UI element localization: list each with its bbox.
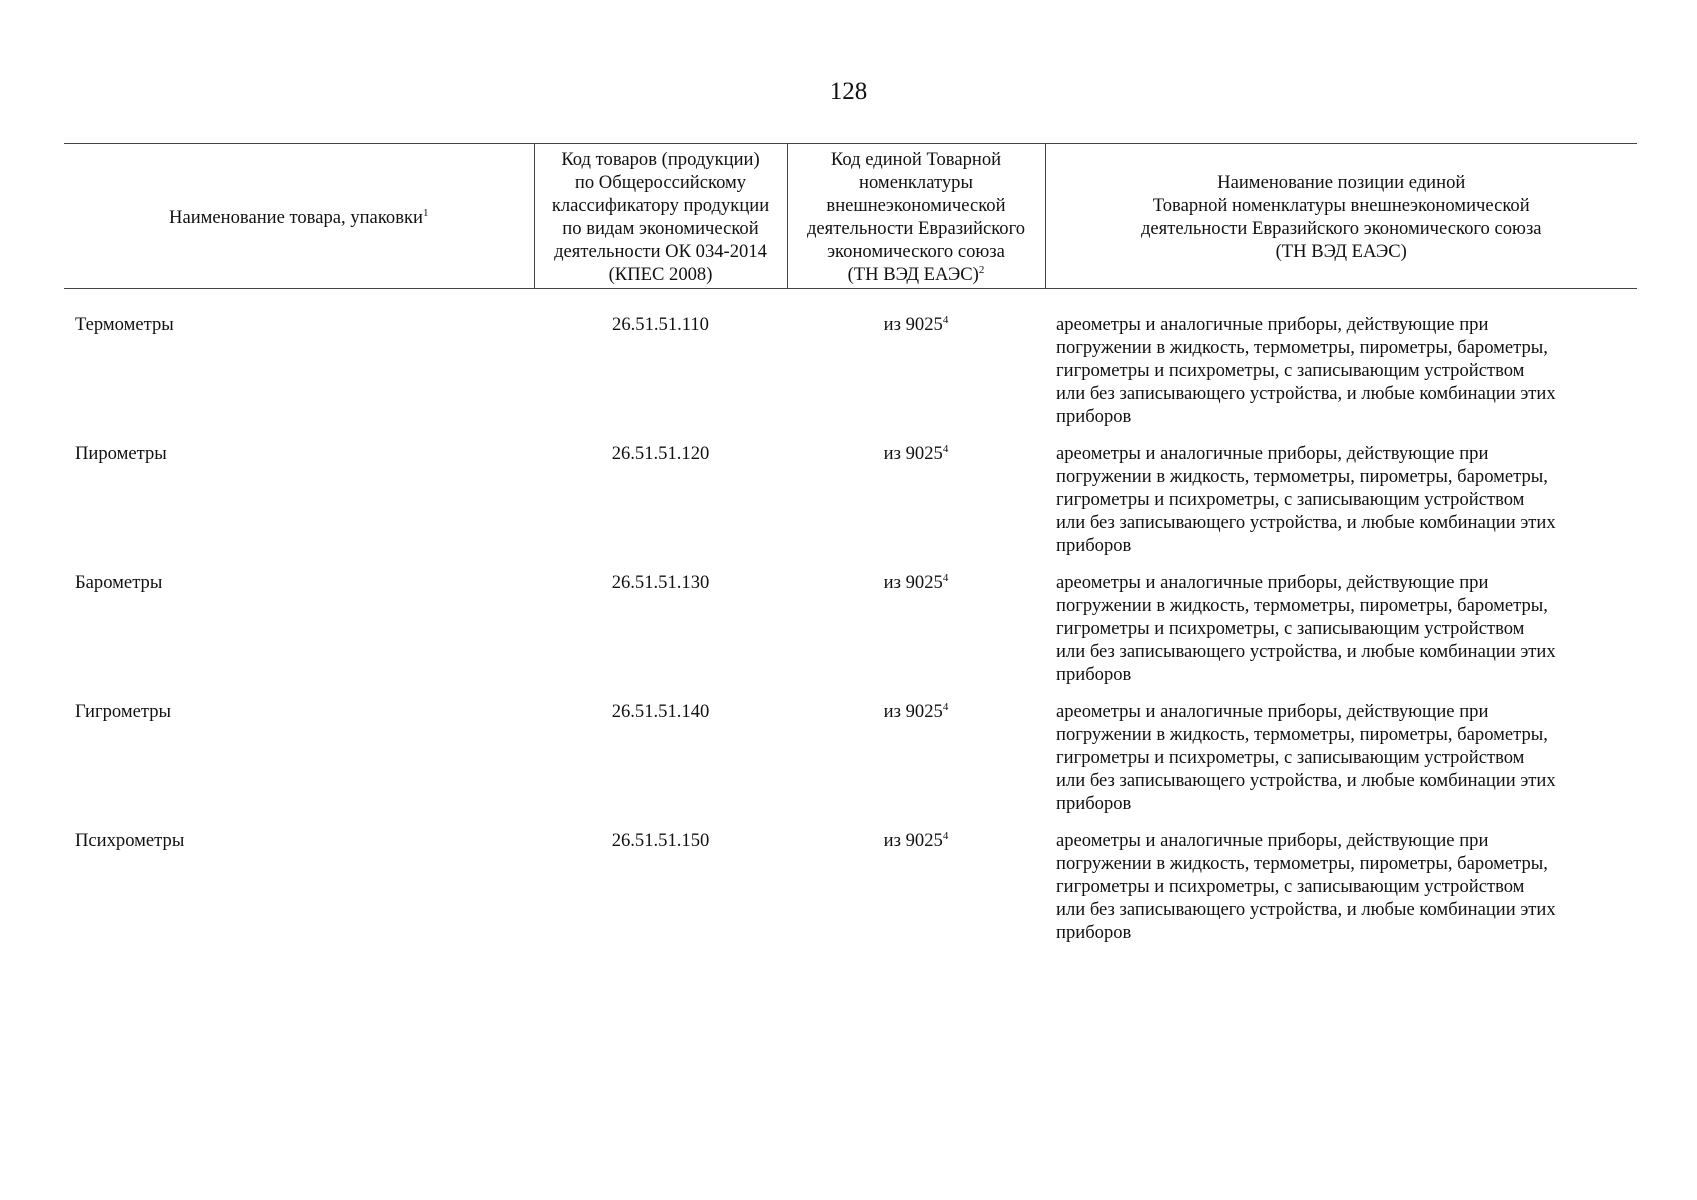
table-row (64, 700, 1637, 829)
table-body (64, 289, 1637, 958)
header-tnved-name: Наименование позиции единой Товарной номенклатуры внешнеэкономической деятельности Евразийского экономического союза (ТН ВЭД ЕАЭС) (1045, 144, 1637, 289)
okpd-code-cell: 26.51.51.120 (611, 442, 710, 464)
goods-table (64, 143, 1637, 958)
tnved-code-cell (787, 829, 1045, 958)
table-row (64, 289, 1637, 442)
okpd-code-cell: 26.51.51.150 (611, 829, 710, 851)
goods-name-cell: Термометры (75, 314, 174, 335)
page-number (0, 78, 1697, 106)
header-row (64, 144, 1637, 289)
table-row (64, 829, 1637, 958)
table-row (64, 442, 1637, 571)
okpd-code-cell: 26.51.51.140 (611, 700, 710, 722)
tnved-code-cell (787, 289, 1045, 442)
tnved-description-cell: ареометры и аналогичные приборы, действующие при погружении в жидкость, термометры, пирометры, барометры, гигрометры и психрометры, с записывающим устройством или без записывающего устройства, и любые комбинации этих приборов (1056, 829, 1556, 943)
tnved-description-cell: ареометры и аналогичные приборы, действующие при погружении в жидкость, термометры, пирометры, барометры, гигрометры и психрометры, с записывающим устройством или без записывающего устройства, и любые комбинации этих приборов (1056, 442, 1556, 556)
footnote-marker: 4 (942, 571, 949, 584)
tnved-code-cell (787, 571, 1045, 700)
table-row (64, 571, 1637, 700)
tnved-description-cell: ареометры и аналогичные приборы, действующие при погружении в жидкость, термометры, пирометры, барометры, гигрометры и психрометры, с записывающим устройством или без записывающего устройства, и любые комбинации этих приборов (1056, 571, 1556, 685)
footnote-marker: 4 (942, 829, 949, 842)
tnved-code-text: из 9025 (883, 700, 943, 722)
okpd-code-cell: 26.51.51.110 (612, 314, 709, 335)
goods-name-cell: Барометры (75, 571, 163, 593)
header-tnved-code-text: Код единой Товарной номенклатуры внешнеэкономической деятельности Евразийского экономического союза (ТН ВЭД ЕАЭС) (806, 149, 1026, 285)
tnved-code-text: из 9025 (883, 314, 943, 335)
tnved-description-cell: ареометры и аналогичные приборы, действующие при погружении в жидкость, термометры, пирометры, барометры, гигрометры и психрометры, с записывающим устройством или без записывающего устройства, и любые комбинации этих приборов (1056, 314, 1556, 427)
footnote-marker: 4 (942, 442, 949, 455)
tnved-code-text: из 9025 (883, 571, 943, 593)
header-goods-name (64, 144, 534, 289)
goods-name-cell: Гигрометры (75, 700, 172, 722)
tnved-code-cell (787, 442, 1045, 571)
goods-name-cell: Пирометры (75, 442, 167, 464)
header-goods-name-text: Наименование товара, упаковки (169, 206, 423, 228)
okpd-code-cell: 26.51.51.130 (611, 571, 710, 593)
tnved-description-cell: ареометры и аналогичные приборы, действующие при погружении в жидкость, термометры, пирометры, барометры, гигрометры и психрометры, с записывающим устройством или без записывающего устройства, и любые комбинации этих приборов (1056, 700, 1556, 814)
tnved-code-cell (787, 700, 1045, 829)
header-okpd-code: Код товаров (продукции) по Общероссийскому классификатору продукции по видам экономической деятельности ОК 034-2014 (КПЕС 2008) (534, 144, 787, 289)
page-number-text: 128 (829, 78, 868, 105)
tnved-code-text: из 9025 (883, 442, 943, 464)
table-header (64, 144, 1637, 289)
goods-name-cell: Психрометры (75, 829, 185, 851)
footnote-marker: 2 (978, 264, 985, 276)
tnved-code-text: из 9025 (883, 829, 943, 851)
footnote-marker: 4 (942, 700, 949, 713)
header-tnved-code (787, 144, 1045, 289)
footnote-marker: 4 (942, 314, 949, 326)
footnote-marker: 1 (422, 206, 429, 219)
